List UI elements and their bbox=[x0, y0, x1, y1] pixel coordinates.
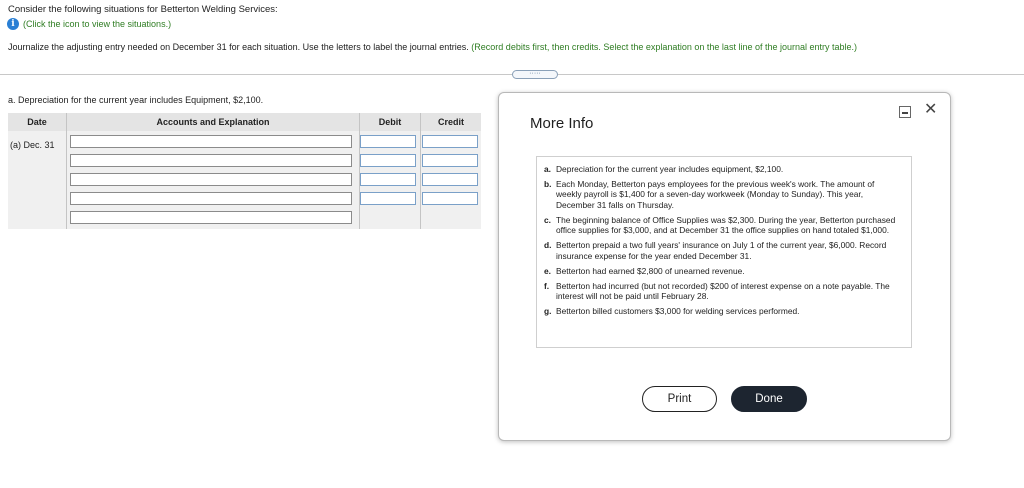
situations-list bbox=[536, 156, 912, 348]
info-row bbox=[7, 18, 171, 30]
minimize-icon[interactable] bbox=[899, 106, 911, 118]
credit-input[interactable] bbox=[422, 154, 478, 167]
journal-table bbox=[8, 113, 481, 229]
entry-date: (a) Dec. 31 bbox=[10, 140, 55, 150]
column-header-accounts: Accounts and Explanation bbox=[67, 113, 359, 131]
debit-input[interactable] bbox=[360, 154, 416, 167]
expand-handle[interactable]: ····· bbox=[512, 70, 558, 79]
situation-item bbox=[544, 240, 901, 261]
done-button[interactable]: Done bbox=[731, 386, 807, 412]
explanation-input[interactable] bbox=[70, 211, 352, 224]
situation-letter: e. bbox=[544, 265, 551, 276]
situation-item bbox=[544, 179, 901, 210]
situation-letter: b. bbox=[544, 179, 552, 189]
situation-letter: f. bbox=[544, 280, 550, 291]
more-info-dialog bbox=[498, 92, 951, 441]
view-situations-link[interactable]: (Click the icon to view the situations.) bbox=[23, 19, 172, 29]
account-input[interactable] bbox=[70, 154, 352, 167]
column-divider bbox=[359, 113, 360, 229]
debit-input[interactable] bbox=[360, 173, 416, 186]
print-button[interactable]: Print bbox=[642, 386, 717, 412]
situation-text: Betterton had incurred (but not recorded) $200 of interest expense on a note payable. The interest will not be paid until February 28. bbox=[556, 280, 890, 302]
info-icon[interactable]: i bbox=[7, 18, 19, 30]
situation-text: Betterton had earned $2,800 of unearned revenue. bbox=[556, 265, 745, 276]
divider-line bbox=[558, 74, 1024, 75]
instructions-main: Journalize the adjusting entry needed on December 31 for each situation. Use the letters to label the journal entries. bbox=[8, 42, 469, 52]
instructions bbox=[8, 42, 857, 52]
credit-input[interactable] bbox=[422, 135, 478, 148]
credit-input[interactable] bbox=[422, 192, 478, 205]
column-divider bbox=[420, 113, 421, 229]
debit-input[interactable] bbox=[360, 135, 416, 148]
divider-line bbox=[0, 74, 512, 75]
situation-letter: c. bbox=[544, 214, 551, 225]
column-header-debit: Debit bbox=[360, 113, 420, 131]
column-header-date: Date bbox=[8, 113, 66, 131]
situation-item bbox=[544, 281, 901, 302]
situation-label: a. Depreciation for the current year includes Equipment, $2,100. bbox=[8, 95, 264, 105]
account-input[interactable] bbox=[70, 173, 352, 186]
situation-letter: g. bbox=[544, 306, 552, 317]
situation-item bbox=[544, 215, 901, 236]
situation-text: Betterton prepaid a two full years' insurance on July 1 of the current year, $6,000. Record insurance expense for the year ended December 31. bbox=[556, 240, 887, 261]
column-divider bbox=[66, 113, 67, 229]
situation-item bbox=[544, 306, 901, 316]
situation-letter: a. bbox=[544, 164, 551, 174]
account-input[interactable] bbox=[70, 192, 352, 205]
instructions-hint: (Record debits first, then credits. Select the explanation on the last line of the journal entry table.) bbox=[471, 42, 858, 52]
intro-text: Consider the following situations for Betterton Welding Services: bbox=[8, 4, 278, 15]
situation-text: Each Monday, Betterton pays employees for the previous week's work. The amount of weekly payroll is $1,400 for a seven-day workweek (Monday to Sunday). This year, December 31 falls on Thursday. bbox=[556, 179, 875, 210]
debit-input[interactable] bbox=[360, 192, 416, 205]
situation-text: The beginning balance of Office Supplies was $2,300. During the year, Betterton purchased office supplies for $3,000, and at December 31 the office supplies on hand totaled $1,000. bbox=[556, 214, 896, 236]
situation-item bbox=[544, 266, 901, 276]
situation-letter: d. bbox=[544, 240, 552, 251]
dialog-title: More Info bbox=[530, 115, 594, 132]
column-header-credit: Credit bbox=[421, 113, 481, 131]
situation-item bbox=[544, 164, 901, 174]
close-icon[interactable]: ✕ bbox=[924, 101, 938, 118]
account-input[interactable] bbox=[70, 135, 352, 148]
situation-text: Depreciation for the current year includes equipment, $2,100. bbox=[556, 164, 784, 174]
credit-input[interactable] bbox=[422, 173, 478, 186]
situation-text: Betterton billed customers $3,000 for welding services performed. bbox=[556, 306, 800, 317]
